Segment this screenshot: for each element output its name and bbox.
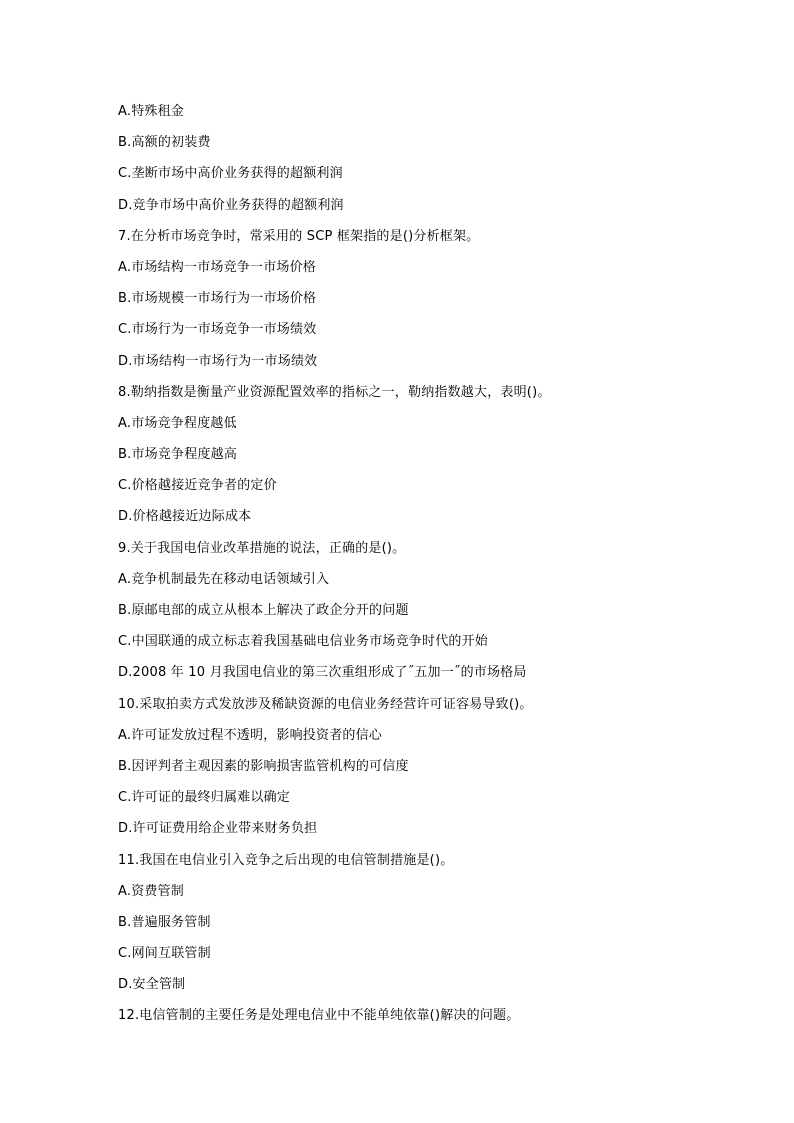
question-8-option-d: D.价格越接近边际成本 (118, 509, 252, 525)
question-10-line: 10.采取拍卖方式发放涉及稀缺资源的电信业务经营许可证容易导致()。 (118, 696, 533, 712)
question-9-option-c: C.中国联通的成立标志着我国基础电信业务市场竞争时代的开始 (118, 634, 489, 650)
question-7-line: 7.在分析市场竞争时，常采用的 SCP 框架指的是()分析框架。 (118, 228, 480, 244)
question-9-option-b: B.原邮电部的成立从根本上解决了政企分开的问题 (118, 603, 409, 618)
question-11-option-b: B.普遍服务管制 (118, 914, 211, 930)
question-list (118, 101, 718, 1037)
question-11-option-d: D.安全管制 (118, 977, 186, 993)
question-8-option-a: A.市场竞争程度越低 (118, 415, 237, 431)
question-7-option-c: C.市场行为一市场竞争一市场绩效 (118, 322, 317, 338)
question-11-option-c: C.网间互联管制 (118, 946, 211, 962)
question-8-line: 8.勒纳指数是衡量产业资源配置效率的指标之一，勒纳指数越大，表明()。 (118, 384, 551, 400)
question-12-line: 12.电信管制的主要任务是处理电信业中不能单纯依靠()解决的问题。 (118, 1008, 520, 1024)
option-a-line: A.特殊租金 (118, 104, 184, 119)
option-c-line: C.垄断市场中高价业务获得的超额利润 (118, 166, 343, 182)
question-10-option-c: C.许可证的最终归属难以确定 (118, 790, 291, 806)
question-7-option-d: D.市场结构一市场行为一市场绩效 (118, 353, 318, 369)
question-8-option-b: B.市场竞争程度越高 (118, 447, 238, 463)
question-10-option-b: B.因评判者主观因素的影响损害监管机构的可信度 (118, 758, 409, 774)
question-11-option-a: A.资费管制 (118, 883, 184, 899)
question-9-option-d: D.2008 年 10 月我国电信业的第三次重组形成了˝五加一˝的市场格局 (118, 665, 527, 681)
question-7-option-b: B.市场规模一市场行为一市场价格 (118, 291, 317, 307)
option-d-line: D.竞争市场中高价业务获得的超额利润 (118, 197, 344, 213)
question-8-option-c: C.价格越接近竞争者的定价 (118, 478, 277, 494)
question-11-line: 11.我国在电信业引入竞争之后出现的电信管制措施是()。 (118, 852, 454, 868)
option-b-line: B.高额的初装费 (118, 135, 211, 151)
question-9-line: 9.关于我国电信业改革措施的说法，正确的是()。 (118, 540, 406, 556)
question-10-option-d: D.许可证费用给企业带来财务负担 (118, 821, 318, 837)
question-10-option-a: A.许可证发放过程不透明，影响投资者的信心 (118, 727, 382, 743)
question-7-option-a: A.市场结构一市场竞争一市场价格 (118, 259, 316, 275)
question-9-option-a: A.竞争机制最先在移动电话领域引入 (118, 571, 330, 587)
